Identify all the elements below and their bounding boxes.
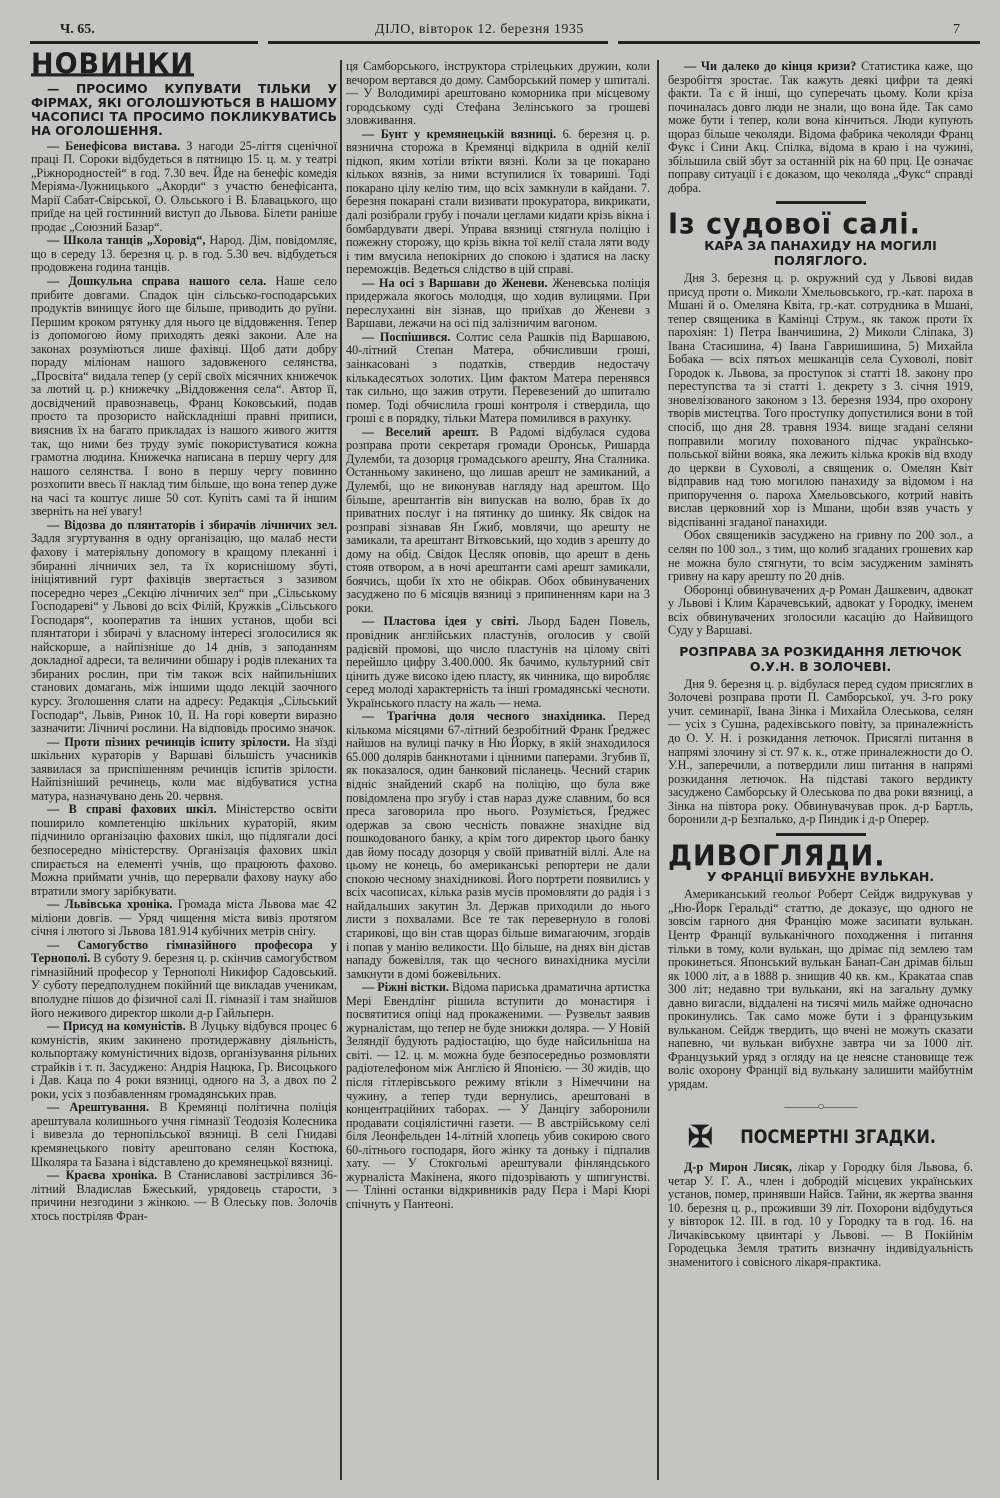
article [31,1169,337,1223]
article-title: — Арештування. [47,1100,150,1115]
section-title-obituary: ПОСМЕРТНІ ЗГАДКИ. [740,1126,936,1149]
section-title-curiosities: ДИВОГЛЯДИ. [668,840,886,873]
article-text: 6. березня ц. р. вязнична сторожа в Кремянці відкрила в одній келії підкоп, яким хотіли втікти вязні. Коли за це покарано кількох вязнів, за ними вступилися їх товариші. Тоді покарано цілу келію тим, що всіх замкнули в кайдани. 7. березня покарані стали визивати прокуратора, викрикати, далі розібрали грубу і почали цеглами кидати крізь вікна і бомбардувати двері. Управа вязниці стягнула поліцію і пожежну сторожу, що крізь вікна тої келії стала ляти воду і тим вмусила непокірних до спокою і здатися на ласку переможців. Ведеться слідство в цій справі. [346,126,650,277]
article [346,981,650,1211]
article-title: — Поспішився. [362,329,451,344]
paragraph: Дня 3. березня ц. р. окружний суд у Львові видав присуд проти о. Миколи Хмельовського, гр.-кат. пароха в Мшані й о. Омеляна Квіта, гр.-кат. сотрудника в Мшані, тепер священика в Камінці Струм., як також проти їх парохіян: 1) Петра Іванчишина, 2) Миколи Сліпака, 3) Івана Стасишина, 4) Івана Гавришишина, 5) Михайла Бобака — всіх пятьох мешканців села Суховолі, повіт Городок к. Львова, за проступок зі статті 18. закону про переступства та зі статті 1. декрету з 3. січня 1919, зновелізованого законом з 13. березня 1934, про охорону творів мистецтва. Того проступку допустилися вони в той спосіб, що дня 28. травня 1934. вище згадані селяни поправили могилу похованого підчас українсько-польської війни вояка, яка лежить кілька кроків від входу до церкви в Суховолі, а священик о. Омелян Квіт відправив над тою могилою панахиду за відомом і на припоручення о. пароха Хмельовського, котрий навіть вислав церковний хор із Мшани, щоби взяв участь у відспіванні згаданої панахиди. [668,271,973,529]
article [668,60,973,195]
article-text: Статистика каже, що безробіття зростає. Так кажуть деякі цифри та деякі факти. Та є й інші, що суперечать цьому. Коли кріза починалась довго люди не знали, що вона йде. Так само може бути і тепер, коли вона кінчиться. Люди купують щораз більше чеколяди. Відома фабрика чеколяди Франц Фукс і Сини Акц. Спілка, відома в краю і на чужині, збільшила свій збут за останній рік на 60 прц. Це означає поправу ситуації і є доказом, що чеколяда „Фукс“ справді добра. [668,59,973,195]
article-text: В Луцьку відбувся процес 6 комуністів, яким закинено протидержавну діяльність, кольпортажу комуністичних відозв, організування рільних страйків і т. п. Засуджено: Андрія Нацюка, Гр. Висоцького і Дав. Каца по 4 роки вязниці, одного на 3, а двох по 2 роки, усіх з позбавленням громадянських прав. [31,1019,337,1101]
section-title-news: НОВИНКИ [31,48,194,81]
column-divider [340,60,342,1480]
obituary [668,1161,973,1269]
article [346,426,650,616]
article [346,331,650,426]
header-rule [268,41,608,44]
section-separator [776,833,866,836]
article-title: — Краєва хроніка. [47,1168,158,1183]
advert-notice: — ПРОСИМО КУПУВАТИ ТІЛЬКИ У ФІРМАХ, ЯКІ ОГОЛОШУЮТЬСЯ В НАШОМУ ЧАСОПИСІ ТА ПРОСИМО ПОКЛИКУВАТИСЬ НА ОГОЛОШЕННЯ. [31,81,337,138]
article [31,140,337,235]
article-title: — Трагічна доля чесного знахідника. [362,709,606,724]
article-text: Наше село прибите довгами. Спадок цін сільсько-господарських продуктів винищує його ще більше, приводить до руїни. Першим кроком рятунку для нього це віддовження. Тепер із допомогою йому приходять деякі закони. Але на законах розуміються лише фахівці. Щоб дати добру пораду міліонам нашого задовженого селянства, „Просвіта“ видала тепер (у серії своїх місячних книжечок за лютий ц. р.) книжечку „Віддовження села“. Автор її, досвідчений правознавець, Франц Коковський, подав просто та прозористо найскладніші правні приписи, вияснив їх на багато прикладах із нашого живого життя так, що ними без труду зуміє покористуватися кожна грамотна людина. Книжечка написана в першу чергу для нашого селянства. І воно в першу чергу повинно розхопити ввесь її наклад тим більше, що вона тепер дуже на часі та коштує лише 50 сот. Купіть самі та й іншим зверніть на неї увагу! [31,274,337,519]
article-text: В Кремянці політична поліція арештувала колишнього учня гімназії Теодозія Колесника і вивезла до тернопільської вязниці. В селі Гнидаві кремянецького повіту арештовано селян Костюка, Школяра та Базана і відставлено до кремянецької вязниці. [31,1100,338,1169]
article [31,803,337,898]
article-title: — Дошкульна справа нашого села. [47,274,267,289]
header-rule [618,41,980,44]
article-text: Льорд Баден Повель, провідник англійських пластунів, оголосив у своїй радієвій промові, що число пластунів на цілому світі перейшло цифру 3.400.000. Як бачимо, культурний світ цінить дуже високо ідею пласту, як чинника, що виробляє серед молоді характерність та інші громадянські чесноти. Українського пласту на жаль — нема. [346,614,650,710]
paragraph: Обох священиків засуджено на гривну по 200 зол., а селян по 100 зол., з тим, що колиб згаданих грошевих кар не можна було стягнути, то всім засудженим замінять гривну на кару арешту по 20 днів. [668,528,973,584]
article-title: — Школа танців „Хоровід“, [47,233,206,248]
article-heading: РОЗПРАВА ЗА РОЗКИДАННЯ ЛЕТЮЧОК О.У.Н. В ЗОЛОЧЕВІ. [679,643,962,674]
paragraph: Оборонці обвинувачених д-р Роман Дашкевич, адвокат у Львові і Клим Карачевський, адвокат у Городку, іменем всіх обвинувачених зголосили касацію до Найвищого Суду у Варшаві. [668,582,973,638]
paragraph: Дня 9. березня ц. р. відбулася перед судом присяглих в Золочеві розправа проти П. Самборської, уч. 3-го року учит. семинарії, Івана Зінка і Михайла Олеськова, селян — усіх з Сушна, радехівського повіту, за приналежність до О. У. Н. і розкидання летючок. Присяглі питання в напрямі злочину зі ст. 97 к. к., отже приналежности до О. У.Н., заперечили, а потвердили лиш питання в напрямі розкидання летючок. На підставі такого вердикту засуджено Самборську й Олеськова по два роки вязниці, а Зінка на півтора року. Обвинувачував прок. д-р Бартль, боронили д-р Безпалько, д-р Пиндик і д-р Оперер. [668,676,973,827]
column-news-continued [346,60,650,1211]
article-title: — Бенефісова вистава. [47,138,181,153]
article-title: — На осі з Варшави до Женеви. [362,275,548,290]
article-heading: КАРА ЗА ПАНАХИДУ НА МОГИЛІ ПОЛЯГЛОГО. [704,238,937,269]
article [346,277,650,331]
issue-number: Ч. 65. [60,22,95,37]
article-text: Народ. Дім, повідомляє, що в середу 13. березня ц. р. в год. 5.30 веч. відбудеться продовжена година танців. [31,233,337,275]
article [31,898,337,939]
article [346,710,650,981]
article-text: В суботу 9. березня ц. р. скінчив самогубством гімназійний професор у Тернополі Никифор Садовський. У суботу передполуднем покійний ще викладав ученикам, вполудне пішов до фізичної салі II. гімназії і там знайшов його неживого директор школи д-р Гайльперн. [31,951,338,1020]
obituary-text: лікар у Городку біля Львова, б. четар У. Г. А., член і добродій місцевих українських установ, помер, принявши Найсв. Тайни, як жертва звання 10. березня ц. р., проживши 39 літ. Похорони відбудуться у вівторок 12. III. в год. 10 у Городку та в год. 16. на Личаківському цвинтарі у Львові. — В Покійнім Городецька Земля тратить визначну індивідуальність знаменитого і совісного лікаря-практика. [668,1160,973,1269]
section-title-court: Із судової салі. [668,208,921,242]
article-title: — Відозва до плянтаторів і збирачів лічничих зел. [47,517,337,532]
article [31,234,337,275]
paragraph: Американський геольоґ Роберт Сейдж видрукував у „Ню-Йорк Геральді“ статтю, де доказує, що одного не зовсім гарного дня Францію може засипати вулькан. Центр Франції вульканічного походження і питання тільки в тому, коли вулькан, що дрімає під землею там прокинеться. Японський вулькан Банап-Сан дрімав більш як 1000 літ, а в 1888 р. знищив 40 кв. км., Кракатаа спав 300 літ; недавно три вулькани, які на загальну думку давно вигасли, віддалені на тисячі миль майже одночасно прокинулись. Так само може бути і з французьким вульканом. Сейдж твердить, що вчені не можуть сказати напевно, чи вулькан вибухне завтра чи за 1000 літ. Французький уряд з огляду на це неясне становище теж воліє охорону Франції від вулькану залишити майбутнім урядам. [668,887,973,1091]
article-text: Солтис села Рашків під Варшавою, 40-літний Степан Матера, обчисливши гроші, заінкасовані з податків, ствердив недостачу кількадесятьох золотих. Цим фактом Матера перенявся так сильно, що зажив отрути. Перевезений до шпиталю помер. Тоді обчислила гроші контроля і ствердила, що гроші є в порядку, тільки Матера помилився в рахунку. [346,329,651,426]
obituary-header [668,1123,973,1153]
ornament-divider: ———○——— [784,1098,857,1113]
section-separator [776,201,866,204]
article-continuation: ця Самборського, інструктора стрілецьких дружин, коли вечором вертався до дому. Самборський помер у шпиталі. — У Володимирі арештовано коморника при місцевому городському суді Стефана Зелінського за грошеві зловживання. [346,59,650,128]
article-title: — Присуд на комуністів. [47,1019,186,1034]
masthead-date: ДІЛО, вівторок 12. березня 1935 [375,22,584,37]
article [346,615,650,710]
article-text: З нагоди 25-ліття сценічної праці П. Сороки відбудеться в пятницю 15. ц. м. у театрі „Ріжнородностей“ в год. 7.30 веч. Йде на бенефіс комедія Меріяма-Лужницького „Акорди“ з участю бенефісанта, Марії Сабат-Свірської, О. Ольського і В. Блавацького, що приїде на цей гостинний виступ до Львова. Білети раніше продає „Союзний Базар“. [31,138,338,234]
article-text: Міністерство освіти поширило компетенцію шкільних кураторій, яким підчинило організацію фахових шкіл, що підлягали досі безпосередно міністерству. Організація фахових шкіл спирається на елементі учнів, що працюють фахово. Можна приймати учнів, що перервали фахову науку або втратили змогу зарібкувати. [31,802,338,898]
page-number: 7 [953,22,960,37]
article-text: Задля згуртування в одну організацію, що малаб нести фахову і матеріяльну допомогу в кращому плеканні і збиранні лічничих зел, та їх кориснішому збуті, ініціятивний гурт фахівців звертається з зазивом посередно через „Секцію лічничих зел“ при „Сільському Господареві“ у Львові до всіх Філій, Кружків „Сільського Господаря“, кооператив та інших установ, щоби всі плянтатори і збирачі у власному інтересі зголосилися як найскорше, а найпізніше до 14 днів, з заподанням докладної адреси, та величини обшару і родів плеканих та збираних рослин, при тім також всіх найпильніших станових домагань, між іншими щодо лекцій заочного курсу. Зголошення слати на адресу: Редакція „Сільський Господар“, Львів, Ринок 10, II. На горі коверти виразно зазначити: Лічничі рослини. На відповідь просимо значок. [31,531,337,736]
article [346,128,650,277]
obituary-name: Д-р Мирон Лисяк, [684,1160,792,1175]
article [31,1020,337,1101]
article-heading: У ФРАНЦІЇ ВИБУХНЕ ВУЛЬКАН. [706,869,935,885]
column-news [31,48,338,1223]
article [31,519,337,736]
article-text: Громада міста Львова має 42 міліони довгів. — Уряд чищення міста вивіз протягом січня і лютого зі Львова 181.914 кубічних метрів снігу. [31,897,338,939]
article-title: — В справі фахових шкіл. [47,802,217,817]
header-rule [30,41,258,44]
article-title: — Самогубство гімназійного професора у Тернополі. [31,937,337,966]
article [31,1101,337,1169]
article-text: Відома париська драматична артистка Мері Евендлінг рішила вступити до монастиря і посвятитися опіці над прокаженими. — Рузвельт заявив журналістам, що тепер не буде знижки доляра. — У Новій Зеляндії будують радіостацію, що буде найсильніша на світі. — 12. ц. м. можна буде безпосередньо розмовляти радіотелефоном між Англією й Японією. — 30 жидів, що після гітлерівського режиму втікли з Німеччини на чужину, а тепер туди вернулись, арештовані в концентраційних таборах. — У Данцігу заборонили продавати соціялістичні газети. — В австрійському селі біля Леонфельден 14-літній хлопець убив сокирою свого 60-літнього господаря, його жінку та доньку і підпалив хату. — У Стокгольмі арештували фінляндського журналіста Макінена, якого підозрівають у шпигунстві. — Тлінні останки відкривників раду Пєра і Марі Кюрі спічнуть у Пантеоні. [346,980,651,1211]
page-header [30,22,980,42]
article-title: — Проти пізних речинців іспиту зрілости. [47,734,290,749]
column-divider [657,60,659,1480]
orthodox-cross-icon: ✠ [687,1121,713,1155]
article-title: — Пластова ідея у світі. [362,614,519,629]
article-text: В Радомі відбулася судова розправа проти секретаря громади Оронськ, Ришарда Дулемби, та дозорця громадського арешту, Яна Сталника. Останньому закинено, що лишав арешт не замиканий, а Дулембі, що не виконував нагляду над арештом. Що більше, арештантів він випускав на волю, брав їх до приватних послуг і на пятинку до шинку. Як свідок на розправі зізнавав Ян Ґжиб, мовлячи, що арешту не замикали, та арештант Вітковський, що ходив з арешту до дому на обід. Свідок Цесляк оповів, що арешт в день стояв отвором, а в ночі арештанти самі арешт замикали, боячись, щоби їх хто не обікрав. Обох обвинувачених засуджено по 6 місяців вязниці з припиненням кари на 3 роки. [346,424,650,615]
article-text: В Станиславові застрілився 36-літний Владислав Бжеський, урядовець старости, з причини незгодини з жінкою. — В Олеську пов. Золочів хтось постріляв Фран- [31,1168,338,1223]
article [31,939,337,1020]
article [31,736,337,804]
article [31,275,337,519]
article-title: — Львівська хроніка. [47,897,173,912]
article-title: — Бунт у кремянецькій вязниці. [362,126,557,141]
article-text: На зїзді шкільних кураторів у Варшаві більшість учасників заявилася за приспішенням речинців іспитів зрілости. Найпізніший речинець, коли має відбуватися устна матура, назначувано день 20. червня. [31,734,338,803]
article-title: — Чи далеко до кінця кризи? [684,59,857,73]
column-right [668,56,973,1269]
article-text: Перед кількома місяцями 67-літний безробітний Франк Ґреджес найшов на вулиці пачку в Ню Йорку, в якій знаходилося 65.000 долярів банкнотами і цінними паперами. Згубив її, як показалося, один банковий післанець. Чесний старик відніс знайдений скарб на поліцію, що була вже повідомлена про згубу і став нараз дуже славним, бо вся преса заговорила про нього. Розуміється, Ґреджес одержав за свою чесність поважне знахідне від пошкодованого банку, а крім того директор цього банку дав йому посаду дозорця у своїй приватній віллі. Але на цьому не конець, бо американські репортери не дали спокою чесному знахідникові. Його портрети появились у всіх часописах, кілька разів мусів промовляти до радія і з найдальших закутин Зл. Держав приходили до нього листи з похвалами. Все те так перевернуло в голові старикові, що він став щораз більше вимагаючим, згордів і попав у манію великости. Що більше, на днях він дістав нападу божевілля, так що чесного винахідника мусіли замкнути в домі божевільних. [346,709,651,981]
article-title: — Ріжні вістки. [362,980,449,995]
article-title: — Веселий арешт. [362,424,479,439]
article-text: Женевська поліція придержала якогось молодця, що ходив вулицями. При переслуханні він зізнав, що приїхав до Женеви з Варшави, лежачи на осі під залізничим вагоном. [346,275,651,331]
